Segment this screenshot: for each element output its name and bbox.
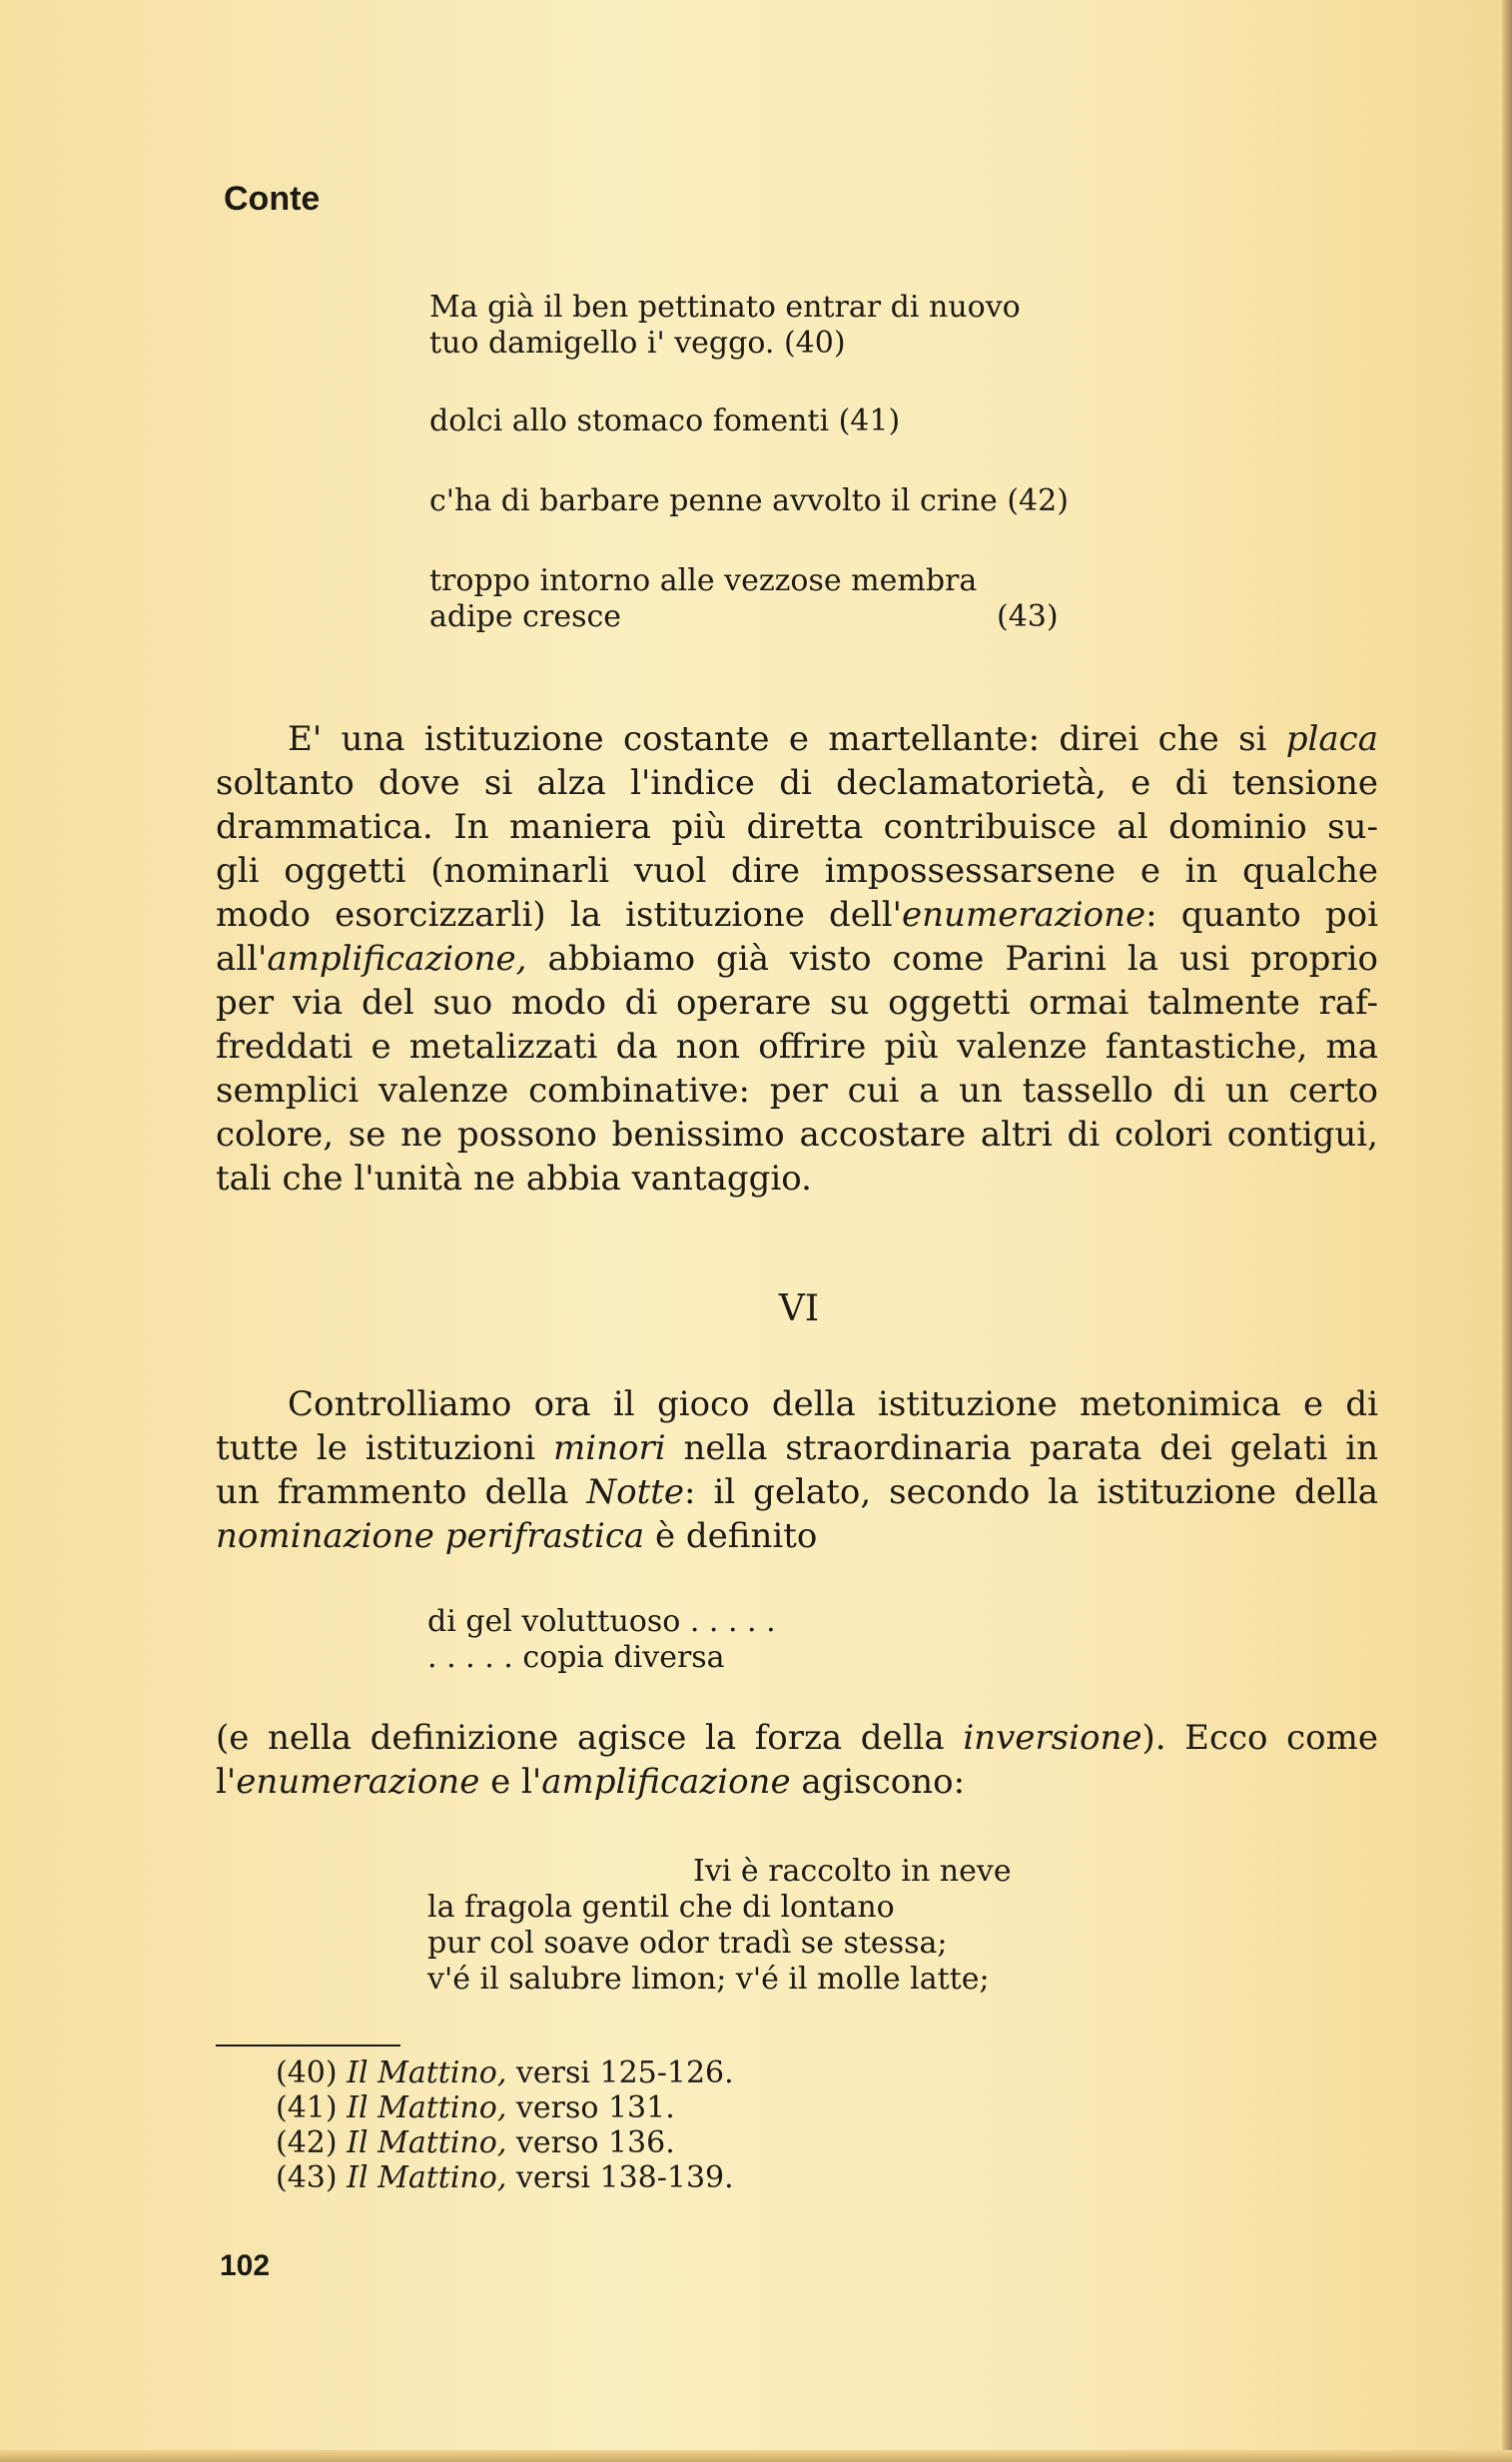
verse-quote-40 (429, 290, 1021, 362)
verse-line: dolci allo stomaco fomenti (41) (429, 404, 901, 438)
footnote: (40) Il Mattino, versi 125-126. (276, 2055, 734, 2090)
emphasis: amplificazione (541, 1762, 791, 1802)
text-line: l'enumerazione e l'amplificazione agiscono: (216, 1762, 966, 1802)
verse-quote-gelati (427, 1854, 1012, 1998)
emphasis: enumerazione (236, 1762, 480, 1802)
running-header: Conte (224, 180, 321, 218)
text-line: Controlliamo ora il gioco della istituzione metonimica e di (288, 1384, 1378, 1424)
verse-line: pur col soave odor tradì se stessa; (427, 1926, 948, 1961)
verse-line: v'é il salubre limon; v'é il molle latte; (427, 1962, 990, 1997)
verse-note-ref: (43) (997, 599, 1059, 634)
verse-line: troppo intorno alle vezzose membra (429, 563, 978, 598)
emphasis: amplificazione, (267, 939, 527, 979)
verse-line: Ivi è raccolto in neve (693, 1854, 1012, 1889)
verse-quote-42 (429, 483, 1069, 519)
verse-quote-43 (429, 563, 977, 635)
footnote: (41) Il Mattino, verso 131. (276, 2090, 675, 2125)
page-edge-bottom (0, 2450, 1512, 2462)
emphasis: placa (1285, 719, 1378, 759)
text-line: nominazione perifrastica è definito (216, 1516, 818, 1556)
footnote: (43) Il Mattino, versi 138-139. (276, 2160, 734, 2195)
emphasis: minori (553, 1428, 666, 1468)
text-line: soltanto dove si alza l'indice di declamatorietà, e di tensione (216, 763, 1378, 803)
text-line: per via del suo modo di operare su oggetti ormai talmente raf- (216, 983, 1378, 1023)
verse-line: adipe cresce (429, 599, 622, 634)
text-line: freddati e metalizzati da non offrire più valenze fantastiche, ma (216, 1027, 1378, 1067)
page-number: 102 (220, 2249, 271, 2282)
text-line: colore, se ne possono benissimo accostare altri di colori contigui, (216, 1115, 1378, 1155)
text-line: tutte le istituzioni minori nella straordinaria parata dei gelati in (216, 1428, 1378, 1468)
footnote: (42) Il Mattino, verso 136. (276, 2125, 675, 2160)
verse-line: tuo damigello i' veggo. (40) (429, 326, 846, 361)
text-line: gli oggetti (nominarli vuol dire impossessarsene e in qualche (216, 851, 1378, 891)
text-line: modo esorcizzarli) la istituzione dell'enumerazione: quanto poi (216, 895, 1378, 935)
emphasis: nominazione perifrastica (216, 1516, 645, 1556)
emphasis: enumerazione (902, 895, 1146, 935)
verse-line: di gel voluttuoso . . . . . (427, 1604, 776, 1639)
emphasis: Notte (586, 1472, 685, 1512)
text-line: (e nella definizione agisce la forza della inversione). Ecco come (216, 1718, 1379, 1758)
footnotes (276, 2055, 734, 2195)
text-line: un frammento della Notte: il gelato, secondo la istituzione della (216, 1472, 1378, 1512)
verse-line: la fragola gentil che di lontano (427, 1890, 895, 1925)
paragraph-2 (216, 1382, 1378, 1558)
verse-line: c'ha di barbare penne avvolto il crine (42) (429, 483, 1069, 518)
verse-quote-gel (427, 1604, 776, 1676)
verse-line: Ma già il ben pettinato entrar di nuovo (429, 290, 1021, 325)
text-line: tali che l'unità ne abbia vantaggio. (216, 1159, 812, 1199)
paragraph-1 (216, 717, 1378, 1201)
text-line: E' una istituzione costante e martellante: direi che si placa (288, 719, 1378, 759)
text-line: all'amplificazione, abbiamo già visto come Parini la usi proprio (216, 939, 1378, 979)
page-edge-right (1502, 0, 1512, 2462)
verse-quote-41 (429, 404, 900, 439)
emphasis: inversione (963, 1718, 1142, 1758)
paragraph-3 (216, 1716, 1378, 1804)
section-heading: VI (778, 1288, 820, 1329)
text-line: drammatica. In maniera più diretta contribuisce al dominio su- (216, 807, 1378, 847)
verse-line: . . . . . copia diversa (427, 1640, 725, 1675)
footnote-divider (216, 2045, 400, 2047)
text-line: semplici valenze combinative: per cui a un tassello di un certo (216, 1071, 1378, 1111)
